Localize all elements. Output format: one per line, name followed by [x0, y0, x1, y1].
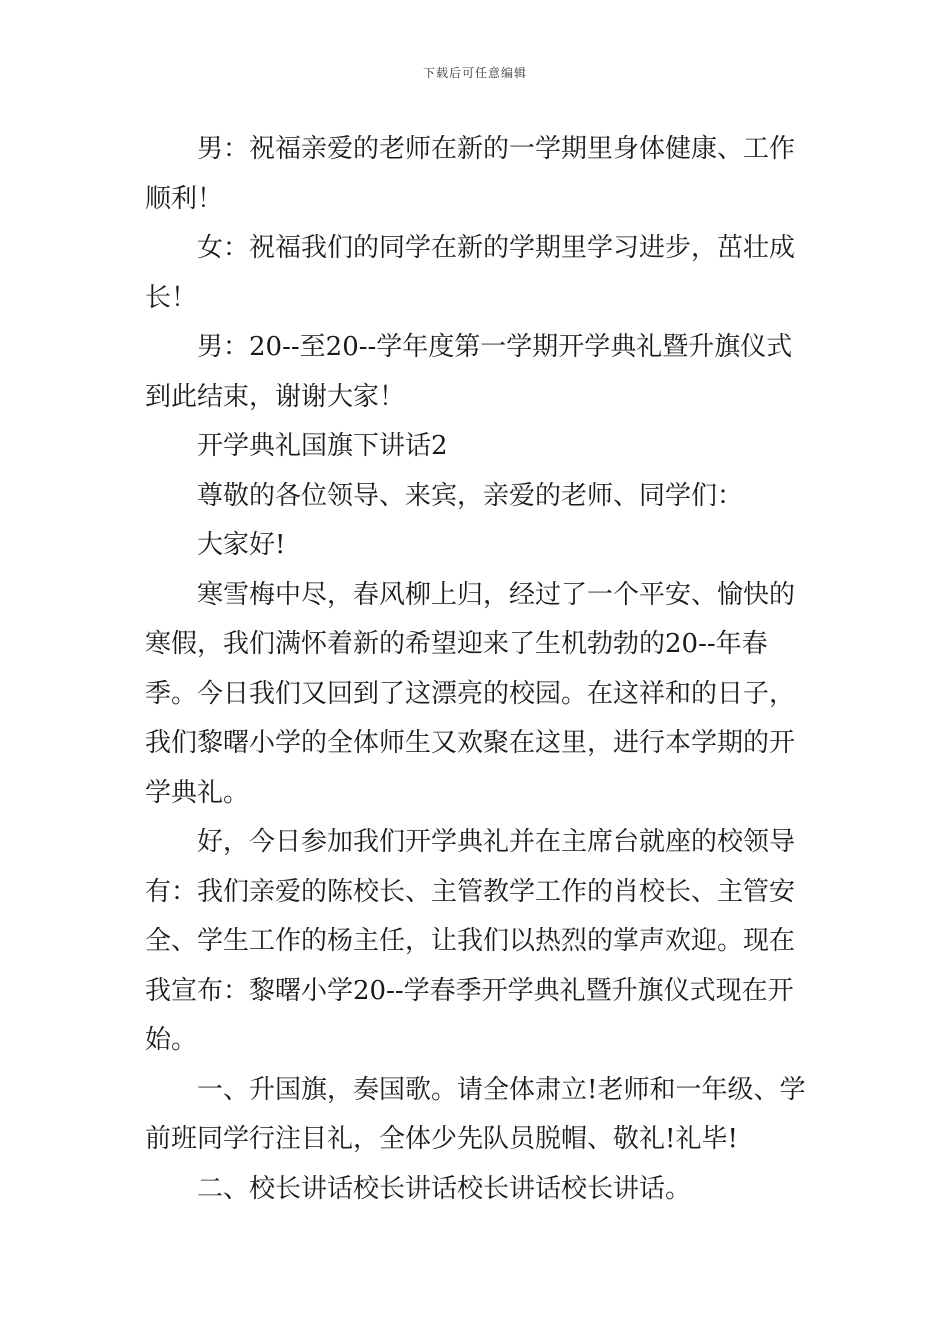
paragraph: 二、校长讲话校长讲话校长讲话校长讲话。	[197, 1173, 692, 1204]
paragraph: 寒雪梅中尽，春风柳上归，经过了一个平安、愉快的寒假，我们满怀着新的希望迎来了生机勃勃的20--年春季。今日我们又回到了这漂亮的校园。在这祥和的日子，我们黎曙小学的全体师生又欢聚在这里，进行本学期的开学典礼。	[145, 579, 796, 808]
paragraph: 男：20--至20--学年度第一学期开学典礼暨升旗仪式到此结束，谢谢大家！	[145, 332, 793, 412]
salutation: 尊敬的各位领导、来宾，亲爱的老师、同学们：	[197, 480, 744, 511]
page-header: 下载后可任意编辑	[422, 66, 527, 80]
paragraph: 好，今日参加我们开学典礼并在主席台就座的校领导有：我们亲爱的陈校长、主管教学工作的肖校长、主管安全、学生工作的杨主任，让我们以热烈的掌声欢迎。现在我宣布：黎曙小学20--学春季开学典礼暨升旗仪式现在开始。	[145, 827, 796, 1055]
document-body	[145, 125, 810, 1214]
greeting: 大家好!	[197, 530, 286, 560]
paragraph: 男：祝福亲爱的老师在新的一学期里身体健康、工作顺利！	[145, 134, 796, 214]
paragraph: 一、升国旗，奏国歌。请全体肃立!老师和一年级、学前班同学行注目礼，全体少先队员脱帽、敬礼!礼毕!	[145, 1074, 806, 1154]
section-title: 开学典礼国旗下讲话2	[197, 431, 448, 461]
paragraph: 女：祝福我们的同学在新的学期里学习进步，茁壮成长！	[145, 233, 796, 313]
